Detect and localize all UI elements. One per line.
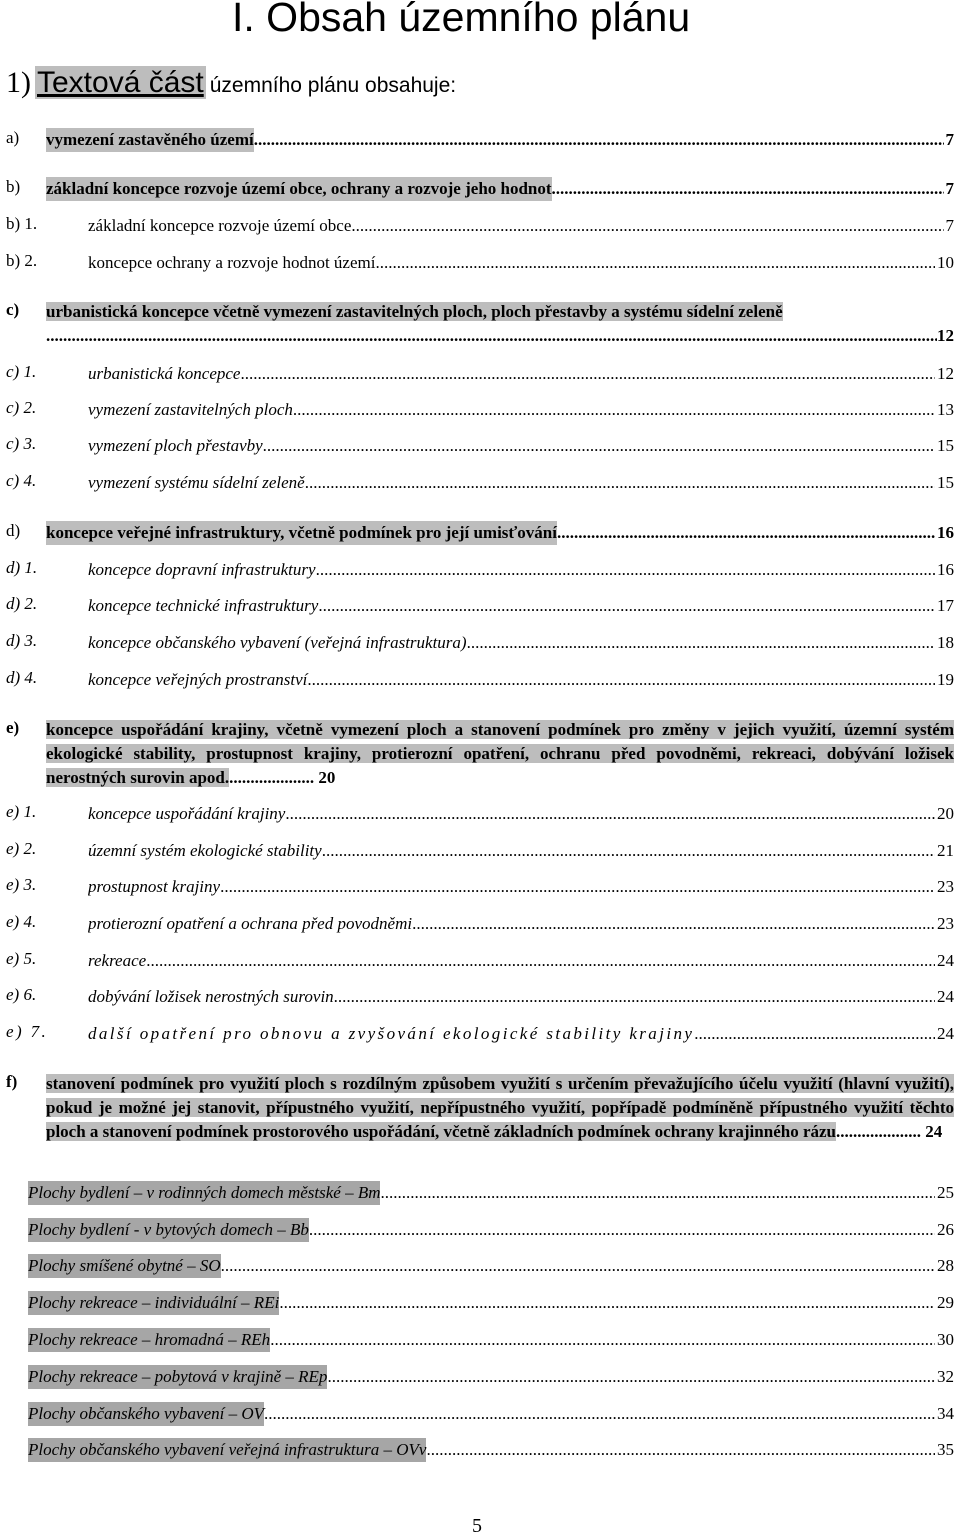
toc-entry[interactable] — [0, 668, 960, 694]
toc-entry[interactable] — [0, 1328, 960, 1354]
toc-entry[interactable] — [0, 949, 960, 975]
toc-entry-label: b) 1. — [6, 214, 38, 233]
leader-dots — [412, 912, 935, 936]
toc-entry-text: dobývání ložisek nerostných surovin — [88, 987, 334, 1006]
toc-entry[interactable] — [0, 1218, 960, 1244]
leader-dots — [351, 214, 943, 238]
leader-dots — [552, 177, 944, 201]
toc-entry-text: další opatření pro obnovu a zvyšování ekologické stability krajiny — [88, 1024, 695, 1043]
leader-dots — [220, 875, 935, 899]
toc-entry-text: koncepce veřejných prostranství — [88, 670, 308, 689]
toc-entry-text: Plochy bydlení - v bytových domech – Bb — [28, 1218, 309, 1242]
toc-entry-label: c) 3. — [6, 434, 37, 453]
leader-dots — [240, 362, 935, 386]
toc-entry-text: protierozní opatření a ochrana před povodněmi — [88, 914, 413, 933]
toc-entry[interactable] — [0, 802, 960, 828]
toc-entry[interactable] — [0, 1022, 960, 1048]
toc-entry-page: 7 — [945, 130, 954, 149]
toc-entry-page: 23 — [937, 877, 954, 896]
section-title: Textová část — [37, 66, 204, 99]
toc-entry-label: c) 2. — [6, 398, 37, 417]
toc-entry-page: 29 — [937, 1293, 954, 1312]
page-number: 5 — [472, 1515, 482, 1537]
toc-entry-label: d) 1. — [6, 558, 38, 577]
toc-entry-text: vymezení systému sídelní zeleně — [88, 473, 305, 492]
leader-dots — [334, 985, 935, 1009]
leader-dots — [285, 802, 935, 826]
toc-entry-label: d) 4. — [6, 668, 38, 687]
toc-entry-label: c) 1. — [6, 362, 37, 381]
leader-dots — [279, 1291, 935, 1315]
toc-entry-page: 16 — [937, 560, 954, 579]
toc-entry[interactable] — [0, 521, 960, 547]
toc-entry-label: f) — [6, 1072, 18, 1091]
toc-entry-text: základní koncepce rozvoje území obce, ochrany a rozvoje jeho hodnot — [46, 177, 552, 201]
toc-entry-page: 23 — [937, 914, 954, 933]
toc-entry-text: Plochy rekreace – hromadná – REh — [28, 1328, 270, 1352]
toc-entry-page: 12 — [937, 364, 954, 383]
toc-entry[interactable] — [0, 251, 960, 277]
toc-entry-label: c) — [6, 300, 20, 319]
section-subtitle: územního plánu obsahuje: — [209, 74, 457, 97]
leader-dots — [221, 1254, 935, 1278]
toc-entry-text: územní systém ekologické stability — [88, 841, 322, 860]
toc-entry-label: d) 3. — [6, 631, 38, 650]
leader-dots — [316, 558, 935, 582]
toc-entry-label: b) 2. — [6, 251, 38, 270]
toc-entry-label: d) — [6, 521, 21, 540]
toc-entry-page: 30 — [937, 1330, 954, 1349]
toc-entry-page: 15 — [937, 436, 954, 455]
toc-entry-text: Plochy rekreace – individuální – REi — [28, 1291, 279, 1315]
toc-entry-text: urbanistická koncepce včetně vymezení zastavitelných ploch, ploch přestavby a systému sídelní zeleně ..... 12 — [46, 300, 954, 348]
leader-dots — [305, 471, 935, 495]
toc-entry[interactable] — [0, 1181, 960, 1207]
leader-dots — [309, 1218, 935, 1242]
toc-entry[interactable] — [0, 1402, 960, 1428]
toc-entry-label: e) 2. — [6, 839, 37, 858]
toc-entry-page: 28 — [937, 1256, 954, 1275]
toc-entry-page: 20 — [314, 768, 336, 787]
toc-entry-page: 19 — [937, 670, 954, 689]
toc-entry-label: e) — [6, 718, 20, 737]
toc-entry-page: 13 — [937, 400, 954, 419]
leader-dots — [375, 251, 935, 275]
toc-entry[interactable] — [0, 875, 960, 901]
toc-entry-page: 18 — [937, 633, 954, 652]
leader-dots — [467, 631, 935, 655]
toc-entry-page: 24 — [937, 951, 954, 970]
toc-entry-label: a) — [6, 128, 20, 147]
toc-entry[interactable] — [0, 594, 960, 620]
toc-entry-text: Plochy občanského vybavení veřejná infrastruktura – OVv — [28, 1438, 426, 1462]
toc-entry[interactable] — [0, 398, 960, 424]
toc-entry[interactable] — [0, 471, 960, 497]
toc-entry[interactable] — [0, 631, 960, 657]
toc-entry-label: e) 3. — [6, 875, 37, 894]
toc-entry-page: 24 — [921, 1122, 943, 1141]
toc-entry-page: 20 — [937, 804, 954, 823]
toc-entry-text: vymezení zastavěného území — [46, 128, 254, 152]
section-heading — [6, 66, 456, 100]
toc-entry[interactable] — [0, 177, 960, 203]
toc-entry-text: základní koncepce rozvoje území obce — [88, 216, 352, 235]
toc-entry-label: c) 4. — [6, 471, 37, 490]
toc-entry-label: e) 6. — [6, 985, 37, 1004]
toc-entry[interactable] — [0, 214, 960, 240]
leader-dots — [293, 398, 935, 422]
leader-dots — [264, 1402, 935, 1426]
toc-entry-page: 21 — [937, 841, 954, 860]
leader-dots — [146, 949, 935, 973]
toc-entry-page: 7 — [945, 216, 954, 235]
section-number: 1) — [6, 66, 31, 99]
toc-entry-page: 12 — [937, 326, 954, 345]
leader-dots — [270, 1328, 935, 1352]
toc-entry[interactable] — [0, 434, 960, 460]
toc-entry-page: 16 — [937, 523, 954, 542]
toc-entry-page: 26 — [937, 1220, 954, 1239]
toc-entry-label: e) 7. — [6, 1022, 49, 1041]
leader-dots — [307, 668, 935, 692]
toc-entry-text: rekreace — [88, 951, 147, 970]
toc-entry-label: e) 1. — [6, 802, 37, 821]
toc-entry-label: e) 5. — [6, 949, 37, 968]
toc-entry-text: vymezení zastavitelných ploch — [88, 400, 293, 419]
toc-entry-page: 24 — [937, 1024, 954, 1043]
toc-entry-page: 25 — [937, 1183, 954, 1202]
toc-entry[interactable] — [0, 558, 960, 584]
leader-dots — [318, 594, 935, 618]
toc-entry-page: 35 — [937, 1440, 954, 1459]
toc-entry-text: urbanistická koncepce — [88, 364, 241, 383]
toc-entry-text: koncepce veřejné infrastruktury, včetně podmínek pro její umisťování — [46, 521, 557, 545]
leader-dots — [694, 1022, 935, 1046]
toc-entry-page: 34 — [937, 1404, 954, 1423]
toc-entry[interactable] — [0, 362, 960, 388]
toc-entry-text: stanovení podmínek pro využití ploch s rozdílným způsobem využití s určením převažujícího účelu využití (hlavní využití), pokud je možné jej stanovit, přípustného využití, nepřípustného využití, popřípadě podmíněně přípustného využití těchto ploch a stanovení podmínek prostorového uspořádání, včetně základních podmínek ochrany krajinného rázu.................... 24 — [46, 1074, 954, 1141]
toc-entry[interactable] — [0, 912, 960, 938]
toc-entry-text: koncepce občanského vybavení (veřejná infrastruktura) — [88, 633, 467, 652]
toc-entry[interactable] — [0, 1438, 960, 1464]
toc-entry-text: koncepce technické infrastruktury — [88, 596, 319, 615]
toc-entry[interactable] — [0, 839, 960, 865]
toc-entry-page: 17 — [937, 596, 954, 615]
toc-entry-text: Plochy smíšené obytné – SO — [28, 1254, 221, 1278]
toc-entry-page: 7 — [945, 179, 954, 198]
toc-entry[interactable] — [0, 128, 960, 154]
toc-entry-label: b) — [6, 177, 21, 196]
toc-entry-page: 32 — [937, 1367, 954, 1386]
toc-entry[interactable] — [0, 1365, 960, 1391]
toc-entry-text: vymezení ploch přestavby — [88, 436, 263, 455]
toc-entry-text: Plochy bydlení – v rodinných domech městské – Bm — [28, 1181, 380, 1205]
leader-dots — [322, 839, 935, 863]
leader-dots — [426, 1438, 935, 1462]
page-title: I. Obsah územního plánu — [232, 0, 691, 40]
toc-entry[interactable] — [0, 985, 960, 1011]
toc-entry-text: koncepce uspořádání krajiny, včetně vymezení ploch a stanovení podmínek pro změny v jejich využití, územní systém ekologické stability, prostupnost krajiny, protierozní opatření, ochranu před povodněmi, rekreaci, dobývání ložisek nerostných surovin apod..................... 20 — [46, 720, 954, 787]
toc-entry[interactable] — [0, 1254, 960, 1280]
toc-entry-text: prostupnost krajiny — [88, 877, 221, 896]
toc-entry-text: koncepce ochrany a rozvoje hodnot území — [88, 253, 376, 272]
toc-entry[interactable] — [0, 1291, 960, 1317]
leader-dots — [263, 434, 935, 458]
toc-entry-text: Plochy občanského vybavení – OV — [28, 1402, 264, 1426]
leader-dots — [380, 1181, 935, 1205]
leader-dots — [327, 1365, 935, 1389]
toc-entry-label: d) 2. — [6, 594, 38, 613]
toc-entry-page: 15 — [937, 473, 954, 492]
leader-dots — [557, 521, 935, 545]
toc-entry-text: koncepce dopravní infrastruktury — [88, 560, 316, 579]
toc-entry-page: 10 — [937, 253, 954, 272]
leader-dots — [254, 128, 944, 152]
toc-entry-page: 24 — [937, 987, 954, 1006]
toc-entry-label: e) 4. — [6, 912, 37, 931]
toc-entry-text: koncepce uspořádání krajiny — [88, 804, 286, 823]
toc-entry-text: Plochy rekreace – pobytová v krajině – REp — [28, 1365, 327, 1389]
